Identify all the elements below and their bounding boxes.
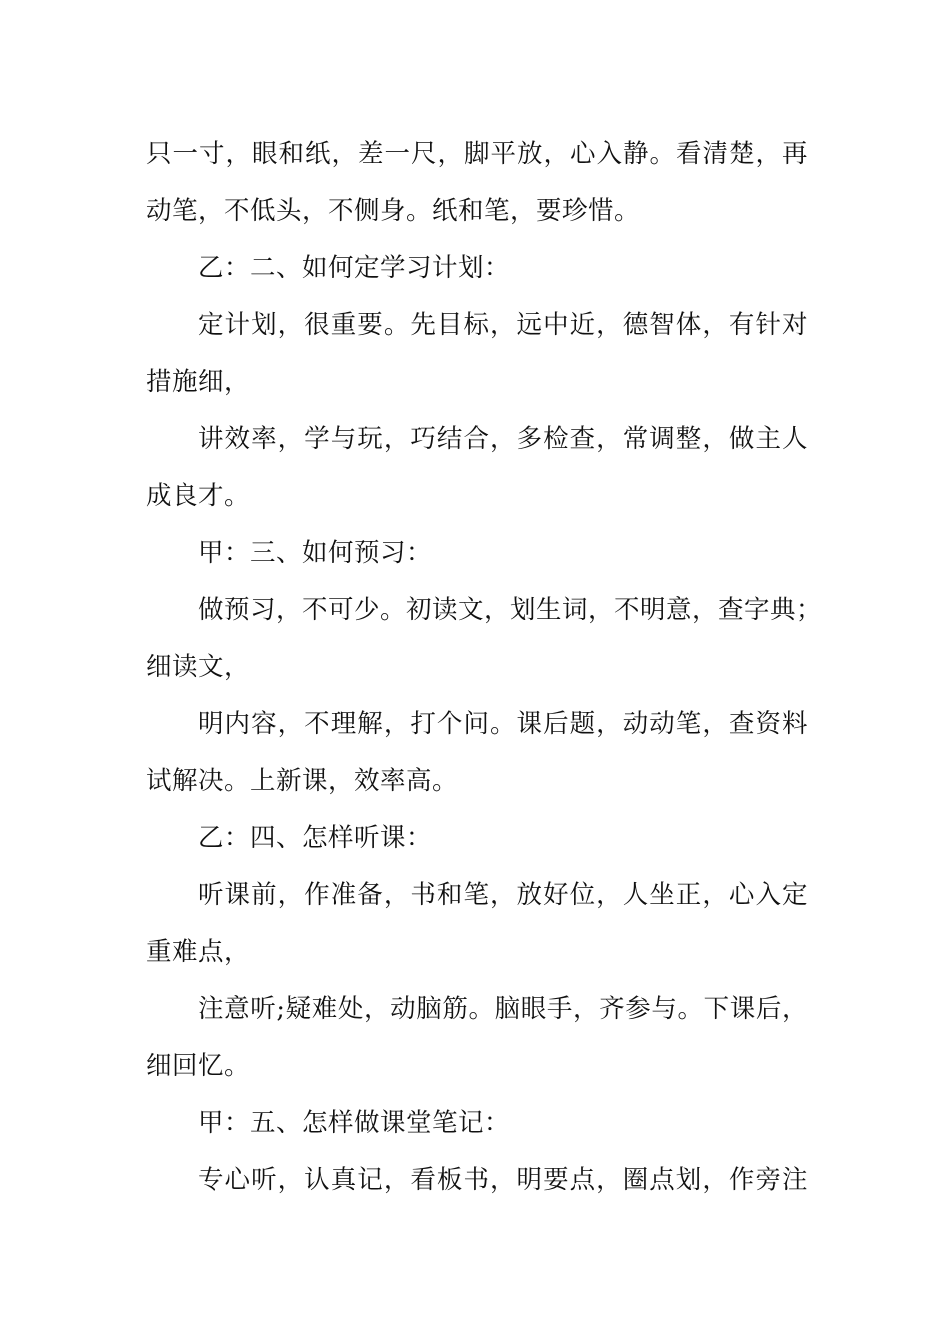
text-line: 做预习，不可少。初读文，划生词，不明意，查字典； [198,595,823,625]
text-line: 动笔，不低头，不侧身。纸和笔，要珍惜。 [146,196,641,226]
section-heading: 甲：三、如何预习： [198,538,433,568]
text-line: 听课前，作准备，书和笔，放好位，人坐正，心入定 [198,880,808,910]
section-heading: 乙：四、怎样听课： [198,823,433,853]
text-line: 细读文， [146,652,251,682]
text-line: 注意听;疑难处，动脑筋。脑眼手，齐参与。下课后， [198,994,808,1024]
text-line: 试解决。上新课，效率高。 [146,766,459,796]
text-line: 专心听，认真记，看板书，明要点，圈点划，作旁注 [198,1165,808,1195]
section-heading: 乙：二、如何定学习计划： [198,253,511,283]
document-body [146,126,823,1209]
text-line: 措施细， [146,367,251,397]
text-line: 重难点， [146,937,251,967]
text-line: 细回忆。 [146,1051,251,1081]
section-heading: 甲：五、怎样做课堂笔记： [198,1108,511,1138]
text-line: 讲效率，学与玩，巧结合，多检查，常调整，做主人 [198,424,808,454]
text-line: 成良才。 [146,481,251,511]
text-line: 只一寸，眼和纸，差一尺，脚平放，心入静。看清楚，再 [146,139,808,169]
text-line: 明内容，不理解，打个问。课后题，动动笔，查资料 [198,709,808,739]
text-line: 定计划，很重要。先目标，远中近，德智体，有针对 [198,310,808,340]
